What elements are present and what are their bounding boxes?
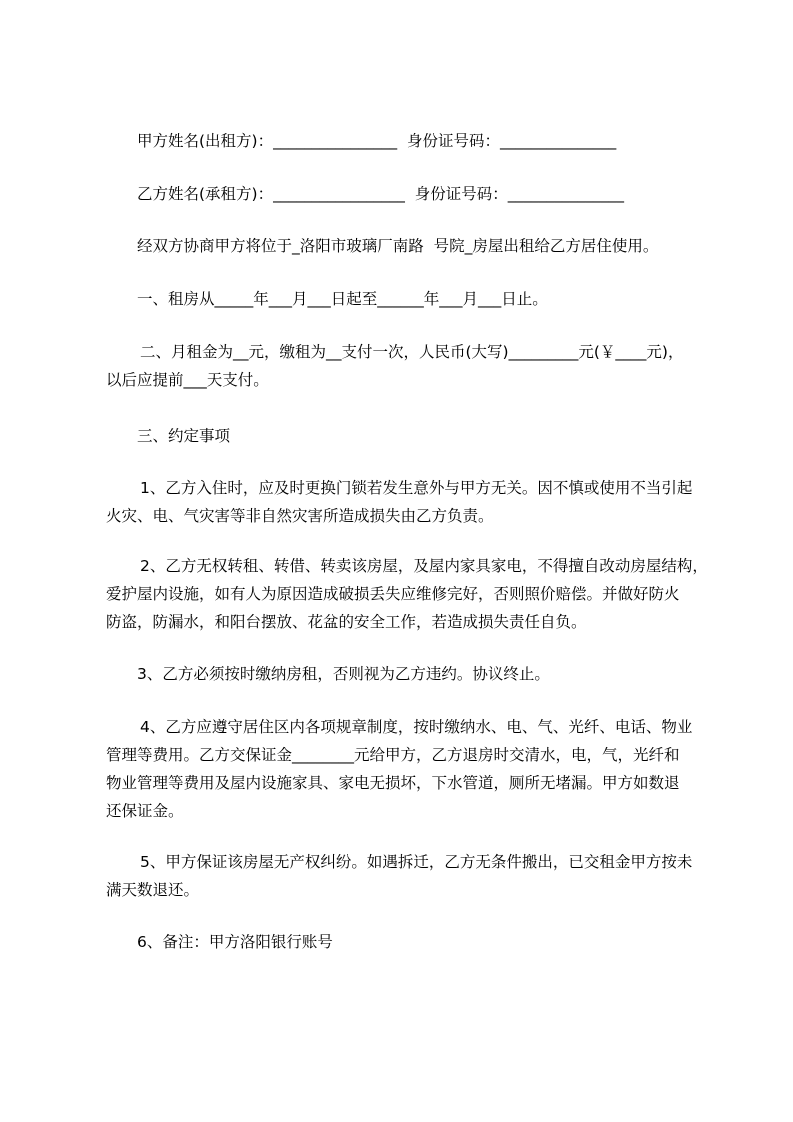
item-1-line-1: 1、乙方入住时，应及时更换门锁若发生意外与甲方无关。因不慎或使用不当引起 <box>140 479 693 497</box>
item-2 <box>106 552 708 636</box>
item-5-line-1: 5、甲方保证该房屋无产权纠纷。如遇拆迁，乙方无条件搬出，已交租金甲方按未 <box>140 853 693 871</box>
item-2-line-2: 爱护屋内设施，如有人为原因造成破损丢失应维修完好，否则照价赔偿。并做好防火 <box>106 585 680 603</box>
party-a-line: 甲方姓名(出租方)：________________ 身份证号码：_______________ <box>137 132 617 150</box>
rent-clause <box>106 338 683 394</box>
rent-line-1: 二、月租金为__元，缴租为__支付一次，人民币(大写)_________元(￥____元)， <box>140 343 684 361</box>
item-4-line-2: 管理等费用。乙方交保证金________元给甲方，乙方退房时交清水，电，气，光纤和 <box>106 746 680 764</box>
item-4 <box>106 713 692 825</box>
section-3-title: 三、约定事项 <box>137 427 231 445</box>
intro-line: 经双方协商甲方将位于_洛阳市玻璃厂南路 号院_房屋出租给乙方居住使用。 <box>137 237 659 255</box>
item-4-line-4: 还保证金。 <box>106 802 184 820</box>
item-6: 6、备注：甲方洛阳银行账号 <box>137 933 333 951</box>
rent-line-2: 以后应提前___天支付。 <box>106 371 269 389</box>
item-5-line-2: 满天数退还。 <box>106 881 200 899</box>
item-4-line-3: 物业管理等费用及屋内设施家具、家电无损坏，下水管道，厕所无堵漏。甲方如数退 <box>106 774 680 792</box>
item-2-line-1: 2、乙方无权转租、转借、转卖该房屋，及屋内家具家电，不得擅自改动房屋结构， <box>140 557 708 575</box>
item-3: 3、乙方必须按时缴纳房租，否则视为乙方违约。协议终止。 <box>137 665 550 683</box>
item-2-line-3: 防盗，防漏水，和阳台摆放、花盆的安全工作，若造成损失责任自负。 <box>106 613 587 631</box>
item-1-line-2: 火灾、电、气灾害等非自然灾害所造成损失由乙方负责。 <box>106 507 494 525</box>
item-4-line-1: 4、乙方应遵守居住区内各项规章制度，按时缴纳水、电、气、光纤、电话、物业 <box>140 718 693 736</box>
party-b-line: 乙方姓名(承租方)：_________________ 身份证号码：_______________ <box>137 185 624 203</box>
item-5 <box>106 848 692 904</box>
term-clause: 一、租房从_____年___月___日起至______年___月___日止。 <box>137 290 548 308</box>
item-1 <box>106 474 692 530</box>
